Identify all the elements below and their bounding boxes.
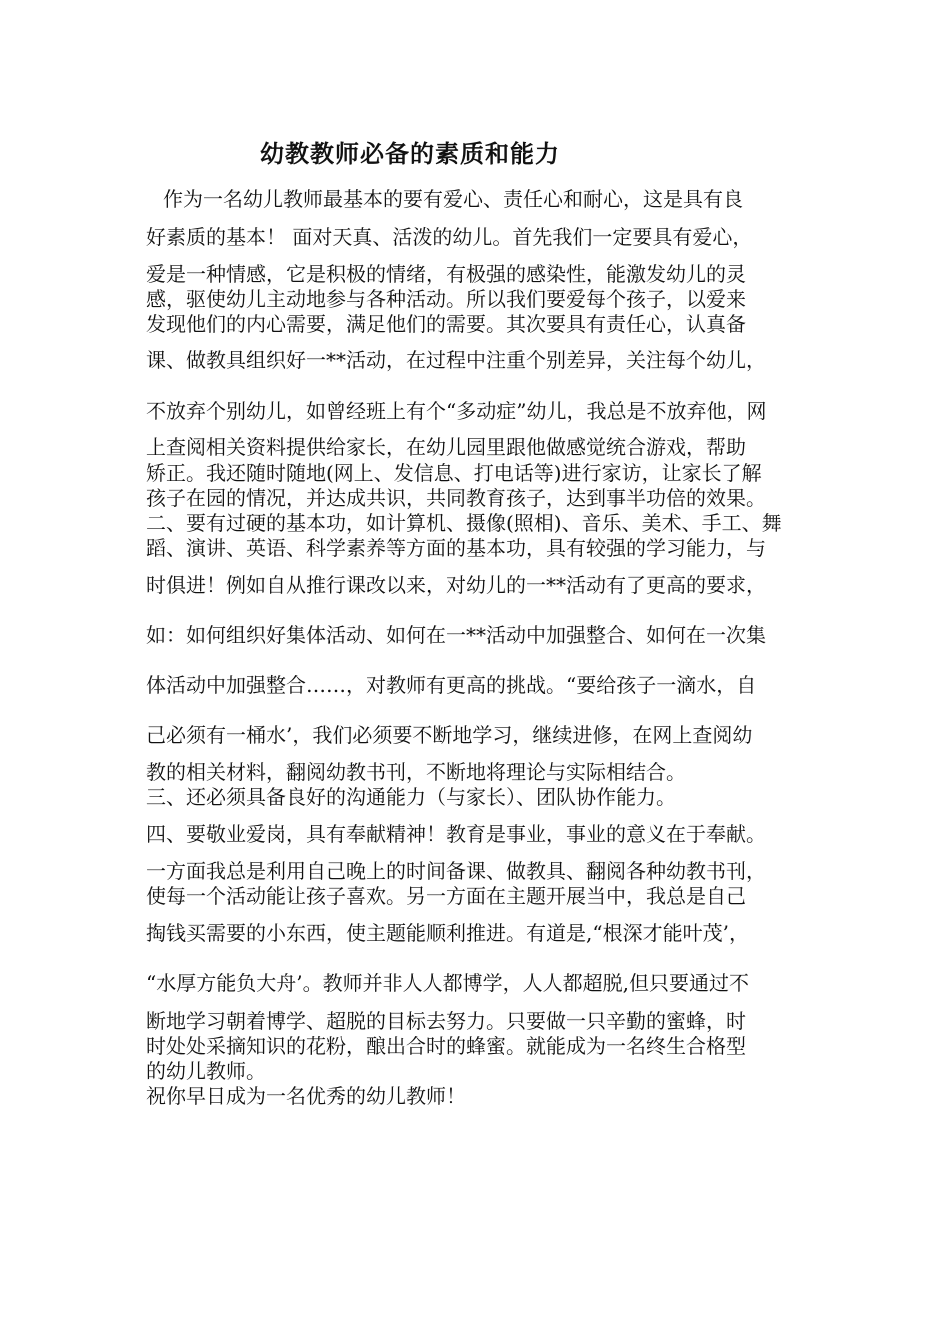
text-line-11: 二、要有过硬的基本功，如计算机、摄像(照相)、音乐、美术、手工、舞 (146, 511, 782, 535)
text-line-26: 的幼儿教师。 (146, 1059, 266, 1083)
text-line-22: 掏钱买需要的小东西，使主题能顺利推进。有道是,“根深才能叶茂’， (146, 921, 749, 945)
text-line-12: 蹈、演讲、英语、科学素养等方面的基本功，具有较强的学习能力，与 (146, 536, 766, 560)
text-line-25: 时处处采摘知识的花粉，酿出合时的蜂蜜。就能成为一名终生合格型 (146, 1034, 746, 1058)
text-line-20: 一方面我总是利用自己晚上的时间备课、做教具、翻阅各种幼教书刊， (146, 859, 766, 883)
document-title: 幼教教师必备的素质和能力 (260, 139, 560, 168)
text-line-14: 如：如何组织好集体活动、如何在一**活动中加强整合、如何在一次集 (146, 623, 766, 647)
text-line-17: 教的相关材料，翻阅幼教书刊，不断地将理论与实际相结合。 (146, 760, 686, 784)
text-line-1: 作为一名幼儿教师最基本的要有爱心、责任心和耐心，这是具有良 (163, 187, 743, 211)
text-line-9: 矫正。我还随时随地(网上、发信息、打电话等)进行家访，让家长了解 (146, 461, 762, 485)
text-line-2: 好素质的基本！ 面对天真、活泼的幼儿。首先我们一定要具有爱心， (146, 225, 753, 249)
text-line-27: 祝你早日成为一名优秀的幼儿教师！ (146, 1084, 466, 1108)
text-line-13: 时俱进！例如自从推行课改以来，对幼儿的一**活动有了更高的要求， (146, 573, 766, 597)
text-line-8: 上查阅相关资料提供给家长，在幼儿园里跟他做感觉统合游戏，帮助 (146, 435, 746, 459)
text-line-15: 体活动中加强整合……，对教师有更高的挑战。“要给孩子一滴水，自 (146, 673, 757, 697)
text-line-16: 己必须有一桶水’，我们必须要不断地学习，继续进修，在网上查阅幼 (146, 723, 753, 747)
text-line-18: 三、还必须具备良好的沟通能力（与家长）、团队协作能力。 (146, 785, 676, 809)
text-line-3: 爱是一种情感，它是积极的情绪，有极强的感染性，能激发幼儿的灵 (146, 262, 746, 286)
text-line-4: 感，驱使幼儿主动地参与各种活动。所以我们要爱每个孩子，以爱来 (146, 287, 746, 311)
text-line-23: “水厚方能负大舟’。教师并非人人都博学，人人都超脱,但只要通过不 (146, 971, 749, 995)
text-line-24: 断地学习朝着博学、超脱的目标去努力。只要做一只辛勤的蜜蜂，时 (146, 1009, 746, 1033)
text-line-10: 孩子在园的情况，并达成共识，共同教育孩子，达到事半功倍的效果。 (146, 486, 766, 510)
text-line-7: 不放弃个别幼儿，如曾经班上有个“多动症”幼儿，我总是不放弃他，网 (146, 399, 767, 423)
text-line-5: 发现他们的内心需要，满足他们的需要。其次要具有责任心，认真备 (146, 312, 746, 336)
text-line-6: 课、做教具组织好一**活动，在过程中注重个别差异，关注每个幼儿， (146, 348, 766, 372)
text-line-21: 使每一个活动能让孩子喜欢。另一方面在主题开展当中，我总是自己 (146, 884, 746, 908)
text-line-19: 四、要敬业爱岗，具有奉献精神！教育是事业，事业的意义在于奉献。 (146, 822, 766, 846)
